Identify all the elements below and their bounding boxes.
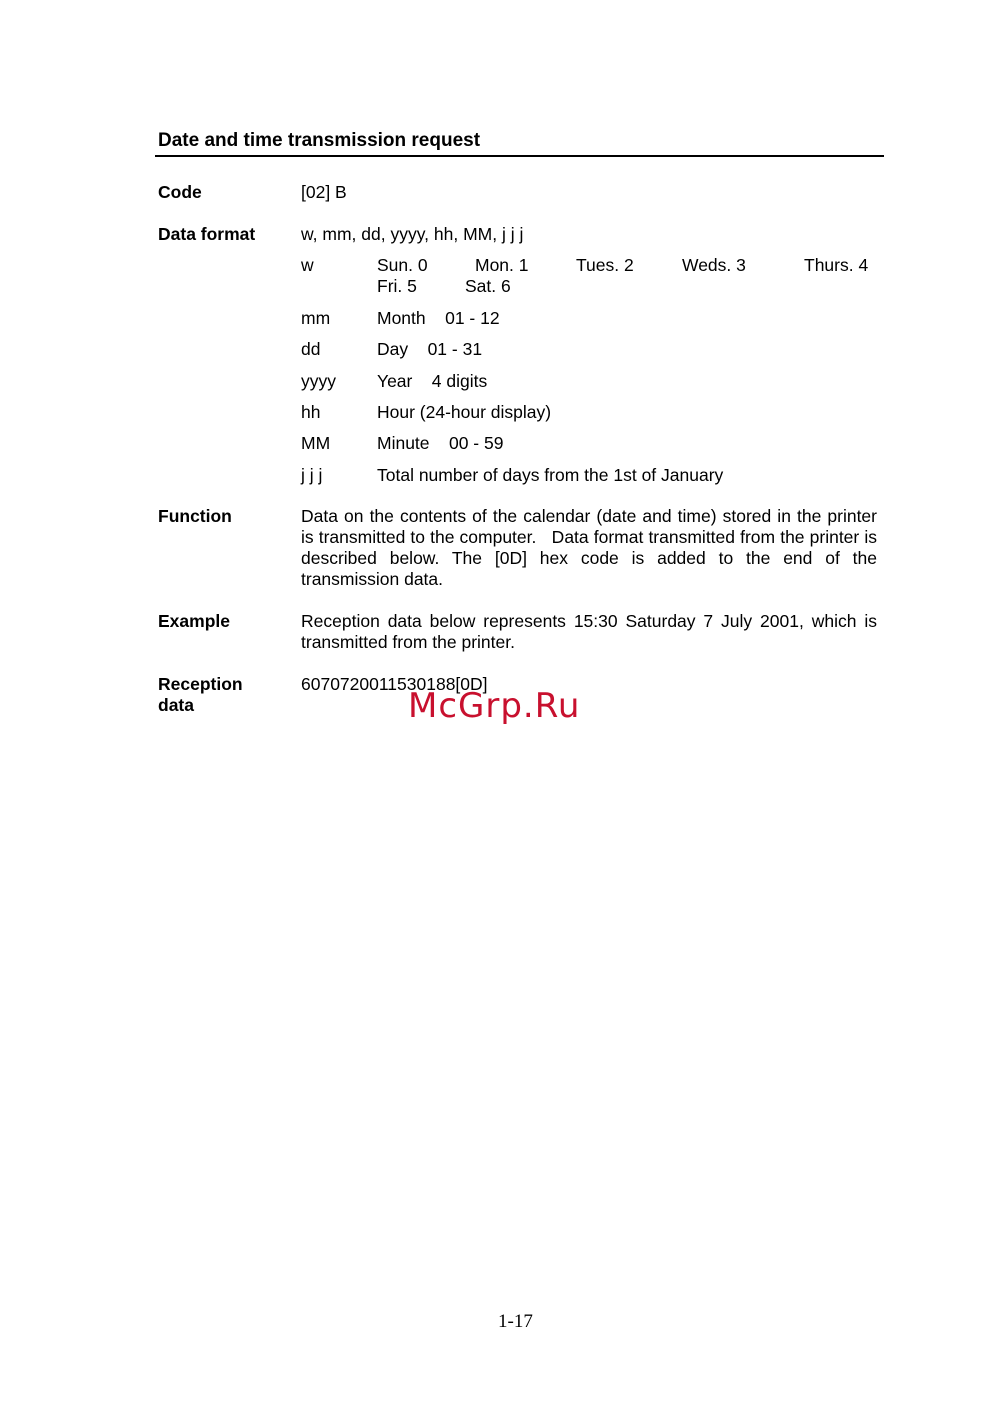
code-label: Code bbox=[158, 182, 202, 202]
weekday-thu: Thurs. 4 bbox=[804, 255, 869, 275]
function-label: Function bbox=[158, 506, 232, 526]
field-key-hh: hh bbox=[301, 402, 321, 422]
field-desc-jjj: Total number of days from the 1st of January bbox=[377, 465, 724, 485]
field-desc-MM: Minute 00 - 59 bbox=[377, 433, 504, 453]
watermark: McGrp.Ru bbox=[408, 686, 581, 726]
weekday-row-2 bbox=[377, 276, 877, 297]
function-text: Data on the contents of the calendar (date and time) stored in the printer is transmitted to the computer. Data format transmitted from the printer is described below. The [0D] hex code is added to the end of the transmission data. bbox=[301, 506, 882, 589]
example-text: Reception data below represents 15:30 Saturday 7 July 2001, which is transmitted from the printer. bbox=[301, 611, 877, 652]
weekday-mon: Mon. 1 bbox=[475, 255, 529, 275]
weekday-row-1 bbox=[377, 255, 877, 276]
section-title: Date and time transmission request bbox=[158, 130, 481, 151]
example-label: Example bbox=[158, 611, 230, 631]
field-key-w: w bbox=[301, 255, 314, 275]
reception-label-line1: Reception bbox=[158, 674, 243, 694]
weekday-tue: Tues. 2 bbox=[576, 255, 634, 275]
reception-label-line2: data bbox=[158, 695, 194, 715]
page-number: 1-17 bbox=[498, 1311, 533, 1332]
field-desc-dd: Day 01 - 31 bbox=[377, 339, 483, 359]
title-rule bbox=[155, 155, 884, 157]
weekday-sat: Sat. 6 bbox=[465, 276, 511, 296]
reception-value: 6070720011530188[0D] bbox=[301, 674, 488, 694]
data-format-label: Data format bbox=[158, 224, 256, 244]
field-desc-mm: Month 01 - 12 bbox=[377, 308, 500, 328]
field-desc-hh: Hour (24-hour display) bbox=[377, 402, 552, 422]
reception-label bbox=[158, 674, 243, 716]
field-key-mm: mm bbox=[301, 308, 331, 328]
field-key-yyyy: yyyy bbox=[301, 371, 336, 391]
weekday-wed: Weds. 3 bbox=[682, 255, 746, 275]
field-key-jjj: j j j bbox=[301, 465, 323, 485]
weekday-fri: Fri. 5 bbox=[377, 276, 417, 296]
code-value: [02] B bbox=[301, 182, 347, 202]
field-key-MM: MM bbox=[301, 433, 331, 453]
data-format-value: w, mm, dd, yyyy, hh, MM, j j j bbox=[301, 224, 524, 244]
field-key-dd: dd bbox=[301, 339, 321, 359]
weekday-sun: Sun. 0 bbox=[377, 255, 428, 275]
field-desc-yyyy: Year 4 digits bbox=[377, 371, 488, 391]
